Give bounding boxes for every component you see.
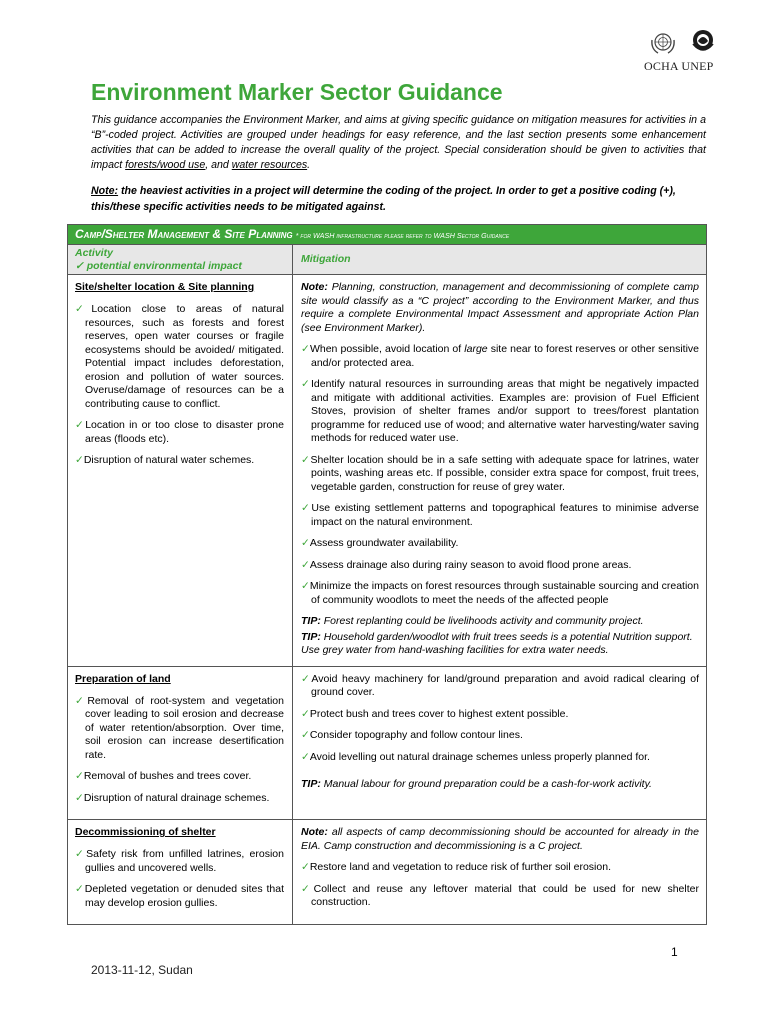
activity-header-label: Activity [75, 247, 113, 259]
checkmark-icon: ✓ [301, 861, 310, 873]
column-header-row [68, 245, 706, 275]
impact-item [75, 695, 284, 763]
mitigation-item [301, 708, 699, 722]
checkmark-icon: ✓ [301, 729, 310, 741]
mitigation-item [301, 729, 699, 743]
mitigation-text: Restore land and vegetation to reduce risk of further soil erosion. [309, 861, 611, 873]
footer-date-location: 2013-11-12, Sudan [91, 963, 193, 977]
mitigation-text: Shelter location should be in a safe setting with adequate space for latrines, water points, washing areas etc. If possible, consider extra space for compost, fruit trees, vegetable garden, construction for reuse of grey water. [310, 453, 699, 493]
checkmark-icon: ✓ [301, 343, 310, 355]
impact-item [75, 848, 284, 875]
mitigation-cell [293, 667, 706, 820]
mitigation-item [301, 378, 699, 446]
checkmark-icon: ✓ [301, 707, 310, 720]
checkmark-icon: ✓ [75, 791, 84, 804]
table-row [68, 275, 706, 667]
intro-text: This guidance accompanies the Environment Marker, and aims at giving specific guidance on mitigation measures for activities in a “B”-coded project. Activities are grouped under headings for easy reference, and the last section presents some enhancement activities that can be added to increase the overall quality of the project. Special consideration should be given to activities that impact [91, 114, 706, 171]
page-number: 1 [671, 945, 678, 959]
tip-text: Manual labour for ground preparation could be a cash-for-work activity. [320, 778, 652, 790]
mitigation-text: Assess drainage also during rainy season to avoid flood prone areas. [309, 558, 632, 571]
mitigation-text: Consider topography and follow contour lines. [309, 729, 523, 741]
impact-item [75, 454, 284, 468]
mitigation-emphasis: large [464, 343, 488, 355]
checkmark-icon: ✓ [75, 694, 88, 707]
mitigation-item [301, 883, 699, 910]
impact-text: Disruption of natural drainage schemes. [83, 791, 270, 804]
coding-note-text: the heaviest activities in a project will determine the coding of the project. In order to get a positive coding (+), this/these specific activities needs to be mitigated against. [91, 185, 676, 213]
checkmark-icon: ✓ [75, 770, 84, 782]
checkmark-icon: ✓ [75, 454, 84, 466]
impact-text: Safety risk from unfilled latrines, erosion gullies and uncovered wells. [85, 848, 284, 874]
activity-cell [68, 820, 293, 924]
mitigation-item [301, 454, 699, 495]
checkmark-icon: ✓ [301, 537, 310, 549]
checkmark-icon: ✓ [301, 502, 312, 514]
mitigation-note [301, 281, 699, 335]
intro-text-mid: , and [205, 159, 232, 171]
activity-cell [68, 667, 293, 820]
intro-water-term: water resources [231, 159, 308, 171]
mitigation-item [301, 751, 699, 765]
impact-item [75, 792, 284, 806]
impact-item [75, 770, 284, 784]
mitigation-item [301, 537, 699, 551]
mitigation-item [301, 861, 699, 875]
tip-label: TIP: [301, 615, 321, 627]
checkmark-icon: ✓ [75, 883, 85, 895]
mitigation-text: Assess groundwater availability. [309, 537, 459, 549]
mitigation-item [301, 559, 699, 573]
mitigation-cell [293, 820, 706, 924]
impact-header-label: potential environmental impact [86, 260, 242, 272]
column-header-mitigation: Mitigation [301, 253, 351, 265]
checkmark-icon: ✓ [301, 672, 312, 685]
sector-title: Camp/Shelter Management & Site Planning [75, 227, 293, 241]
activity-title: Decommissioning of shelter [75, 826, 216, 838]
tip [301, 615, 699, 629]
checkmark-icon: ✓ [75, 419, 86, 431]
tip [301, 778, 699, 792]
impact-header [75, 260, 292, 273]
mitigation-text: Identify natural resources in surrounding areas that might be negatively impacted and mitigate with additional activities. Examples are: provision of Fuel Efficient Stoves, provision of shelter frames and/or support to trees/forest plantation programme for reduced use of wood; and alternative water harvesting/water saving methods for reduced water use. [311, 378, 699, 444]
tip [301, 631, 699, 658]
impact-text: Removal of root-system and vegetation cover leading to soil erosion and decrease of water retention/absorption. Over time, soil erosion can increase desertification rate. [85, 694, 284, 761]
mitigation-text: site near to forest reserves or other sensitive and/or protected area. [311, 343, 700, 369]
activity-title: Preparation of land [75, 672, 171, 685]
intro-text-end: . [307, 159, 311, 171]
tip-text: Household garden/woodlot with fruit trees seeds is a potential Nutrition support. Use grey water from hand-washing facilities for extra water needs. [301, 630, 693, 656]
mitigation-note [301, 826, 699, 853]
page-title: Environment Marker Sector Guidance [91, 79, 503, 105]
mitigation-item [301, 502, 699, 529]
checkmark-icon: ✓ [301, 453, 311, 466]
impact-item [75, 883, 284, 910]
checkmark-icon: ✓ [301, 558, 310, 571]
tip-label: TIP: [301, 630, 321, 643]
impact-text: Removal of bushes and trees cover. [83, 770, 252, 782]
tip-text: Forest replanting could be livelihoods activity and community project. [320, 615, 644, 627]
mitigation-text: Avoid levelling out natural drainage schemes unless properly planned for. [309, 750, 650, 763]
activity-cell [68, 275, 293, 666]
checkmark-icon: ✓ [75, 848, 87, 860]
sector-subtitle: * for WASH infrastructure please refer to WASH Sector Guidance [295, 231, 510, 240]
checkmark-icon: ✓ [75, 260, 84, 272]
logo-text: OCHA UNEP [644, 59, 714, 73]
mitigation-item [301, 580, 699, 607]
mitigation-cell [293, 275, 706, 666]
table-row [68, 820, 706, 924]
activity-title: Site/shelter location & Site planning [75, 281, 255, 293]
note-text: Planning, construction, management and decommissioning of complete camp site would classify as a “C project” according to the Environment Marker, and thus require a complete Environmental Impact Assessment and appropriate Action Plan (see Environment Marker). [301, 281, 699, 334]
intro-forests-term: forests/wood use [125, 159, 206, 171]
impact-text: Disruption of natural water schemes. [83, 454, 255, 466]
coding-note-label: Note: [91, 185, 119, 197]
mitigation-text: When possible, avoid location of [309, 343, 465, 355]
checkmark-icon: ✓ [301, 750, 310, 763]
sector-header [68, 225, 706, 245]
impact-item [75, 419, 284, 446]
logo-block [644, 26, 724, 78]
checkmark-icon: ✓ [301, 580, 310, 592]
mitigation-text: Avoid heavy machinery for land/ground preparation and avoid radical clearing of ground cover. [311, 672, 699, 698]
coding-note [91, 183, 706, 215]
mitigation-item [301, 673, 699, 700]
table-row [68, 667, 706, 821]
guidance-table [67, 224, 707, 925]
mitigation-item [301, 343, 699, 370]
impact-text: Location in or too close to disaster prone areas (floods etc). [85, 419, 284, 445]
checkmark-icon: ✓ [301, 378, 312, 390]
tip-label: TIP: [301, 778, 321, 790]
checkmark-icon: ✓ [75, 303, 92, 315]
mitigation-text: Minimize the impacts on forest resources through sustainable sourcing and creation of community woodlots to meet the needs of the affected people [309, 580, 699, 606]
impact-text: Depleted vegetation or denuded sites that may develop erosion gullies. [84, 883, 284, 909]
un-emblem-icon [650, 30, 676, 56]
mitigation-text: Collect and reuse any leftover material that could be used for new shelter construction. [311, 882, 699, 908]
mitigation-text: Protect bush and trees cover to highest extent possible. [309, 707, 569, 720]
note-label: Note: [301, 826, 328, 838]
impact-item [75, 303, 284, 411]
intro-paragraph [91, 113, 706, 173]
impact-text: Location close to areas of natural resources, such as forests and forest reserves, open water courses or fragile ecosystems should be avoided/ mitigated. Potential impact includes deforestation, erosion and pollution of water sources. Overuse/damage of resources can be a contributing cause to conflict. [85, 303, 284, 410]
note-text: all aspects of camp decommissioning should be accounted for already in the EIA. Camp construction and decommissioning is a C project. [301, 826, 699, 852]
mitigation-text: Use existing settlement patterns and topographical features to minimise adverse impact on the natural environment. [311, 502, 699, 528]
checkmark-icon: ✓ [301, 882, 314, 895]
column-header-activity [68, 245, 293, 274]
note-label: Note: [301, 281, 328, 293]
unep-emblem-icon [690, 28, 716, 56]
